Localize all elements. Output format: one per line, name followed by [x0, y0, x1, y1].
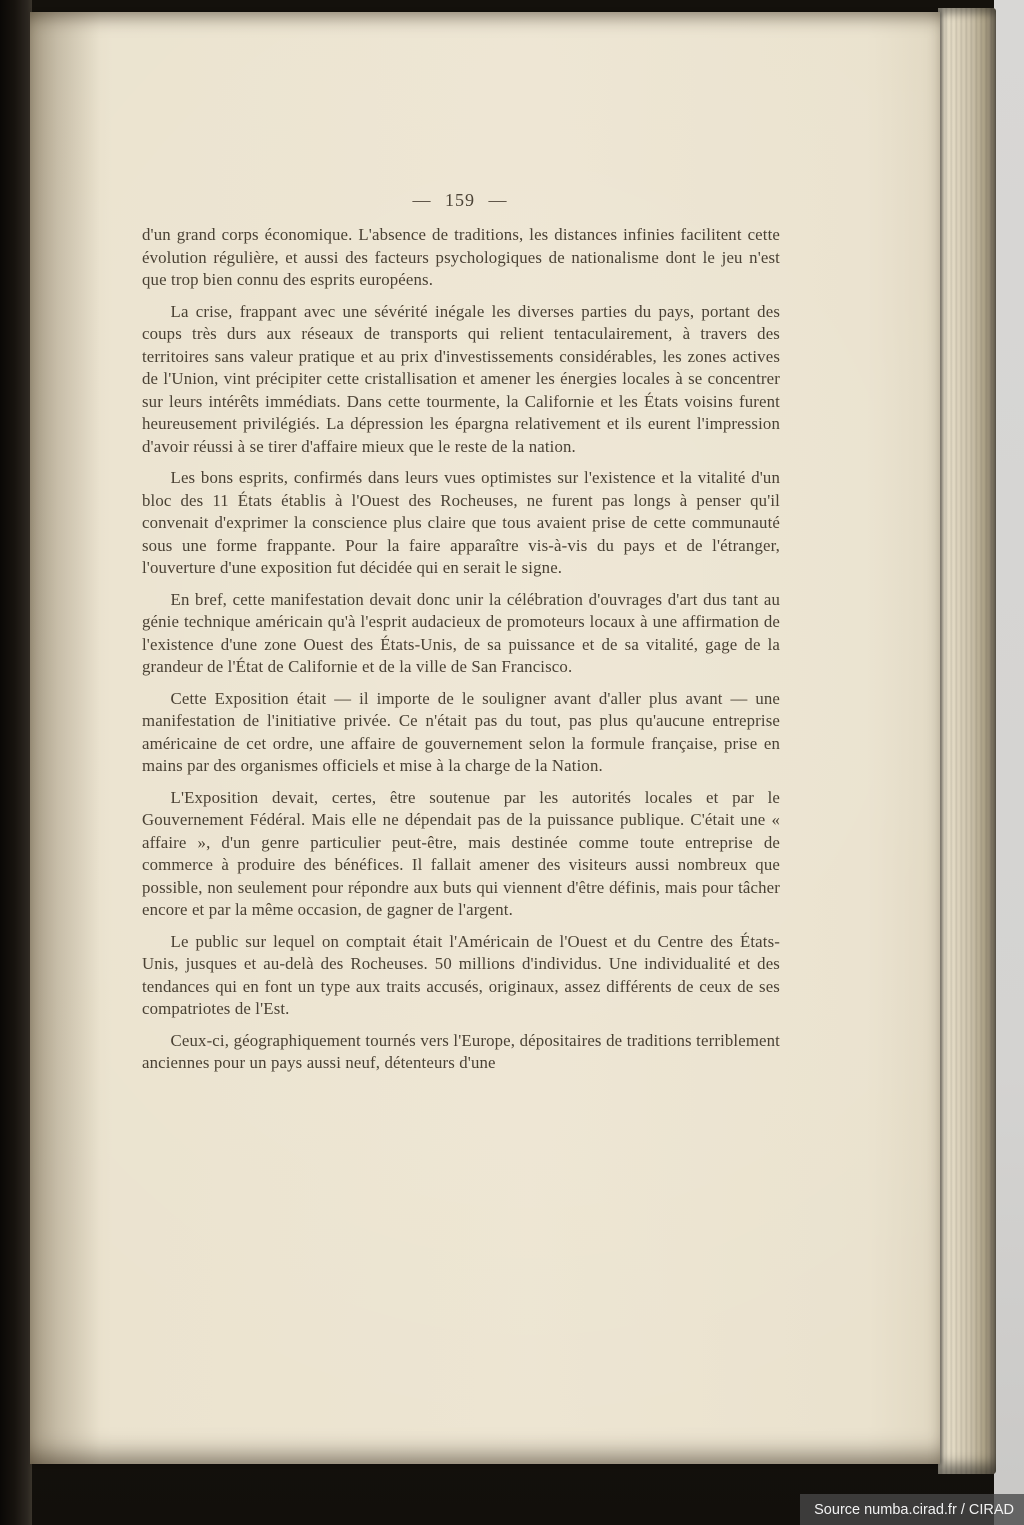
source-attribution-bar — [800, 1494, 1024, 1525]
paragraph-7: Le public sur lequel on comptait était l'Américain de l'Ouest et du Centre des États-Unis, jusques et au-delà des Rocheuses. 50 millions d'individus. Une individualité et des tendances qui en font un type aux traits accusés, originaux, assez différents de ceux de ses compatriotes de l'Est. — [142, 931, 780, 1018]
page-number: — 159 — — [412, 190, 508, 210]
source-attribution-text: Source numba.cirad.fr / CIRAD — [814, 1501, 1014, 1518]
page-edge-stack — [938, 8, 996, 1474]
paragraph-6: L'Exposition devait, certes, être soutenue par les autorités locales et par le Gouvernement Fédéral. Mais elle ne dépendait pas de la puissance publique. C'était une « affaire », d'un genre particulier peut-être, mais destinée comme toute entreprise de commerce à produire des bénéfices. Il fallait amener des visiteurs aussi nombreux que possible, non seulement pour répondre aux buts qui viennent d'être définis, mais pour tâcher encore et par la même occasion, de gagner de l'argent. — [142, 787, 780, 919]
paragraph-4: En bref, cette manifestation devait donc unir la célébration d'ouvrages d'art dus tant au génie technique américain qu'à l'esprit audacieux de promoteurs locaux à une affirmation de l'existence d'une zone Ouest des États-Unis, de sa puissance et de sa vitalité, gage de la grandeur de l'État de Californie et de la ville de San Francisco. — [142, 589, 780, 676]
paragraph-5: Cette Exposition était — il importe de le souligner avant d'aller plus avant — une manifestation de l'initiative privée. Ce n'était pas du tout, pas plus qu'aucune entreprise américaine de cet ordre, une affaire de gouvernement selon la formule française, prise en mains par des organismes officiels et mise à la charge de la Nation. — [142, 688, 780, 775]
paragraph-1: d'un grand corps économique. L'absence de traditions, les distances infinies facilitent cette évolution régulière, et aussi des facteurs psychologiques de nationalisme dont le jeu n'est que trop bien connu des esprits européens. — [142, 225, 780, 289]
paragraph-8: Ceux-ci, géographiquement tournés vers l'Europe, dépositaires de traditions terriblement anciennes pour un pays aussi neuf, détenteurs d'une — [142, 1030, 780, 1072]
paragraph-3: Les bons esprits, confirmés dans leurs vues optimistes sur l'existence et la vitalité d'un bloc des 11 États établis à l'Ouest des Rocheuses, ne furent pas longs à penser qu'il convenait d'exprimer la conscience plus claire que tous avaient prise de cette communauté sous une forme frappante. Pour la faire apparaître vis-à-vis du pays et de l'étranger, l'ouverture d'une exposition fut décidée qui en serait le signe. — [142, 468, 780, 577]
page-text — [142, 224, 780, 1084]
paragraph-2: La crise, frappant avec une sévérité inégale les diverses parties du pays, portant des coups très durs aux réseaux de transports qui relient tentaculairement, à travers des territoires sans valeur pratique et au prix d'investissements considérables, les zones actives de l'Union, vint précipiter cette cristallisation et amener les énergies locales à se concentrer sur leurs intérêts immédiats. Dans cette tourmente, la Californie et les États voisins furent heureusement privilégiés. La dépression les épargna relativement et ils eurent l'impression d'avoir réussi à se tirer d'affaire mieux que le reste de la nation. — [142, 301, 780, 456]
scanner-background-strip — [994, 0, 1024, 1525]
book-binding — [0, 0, 32, 1525]
book-page — [30, 12, 940, 1464]
